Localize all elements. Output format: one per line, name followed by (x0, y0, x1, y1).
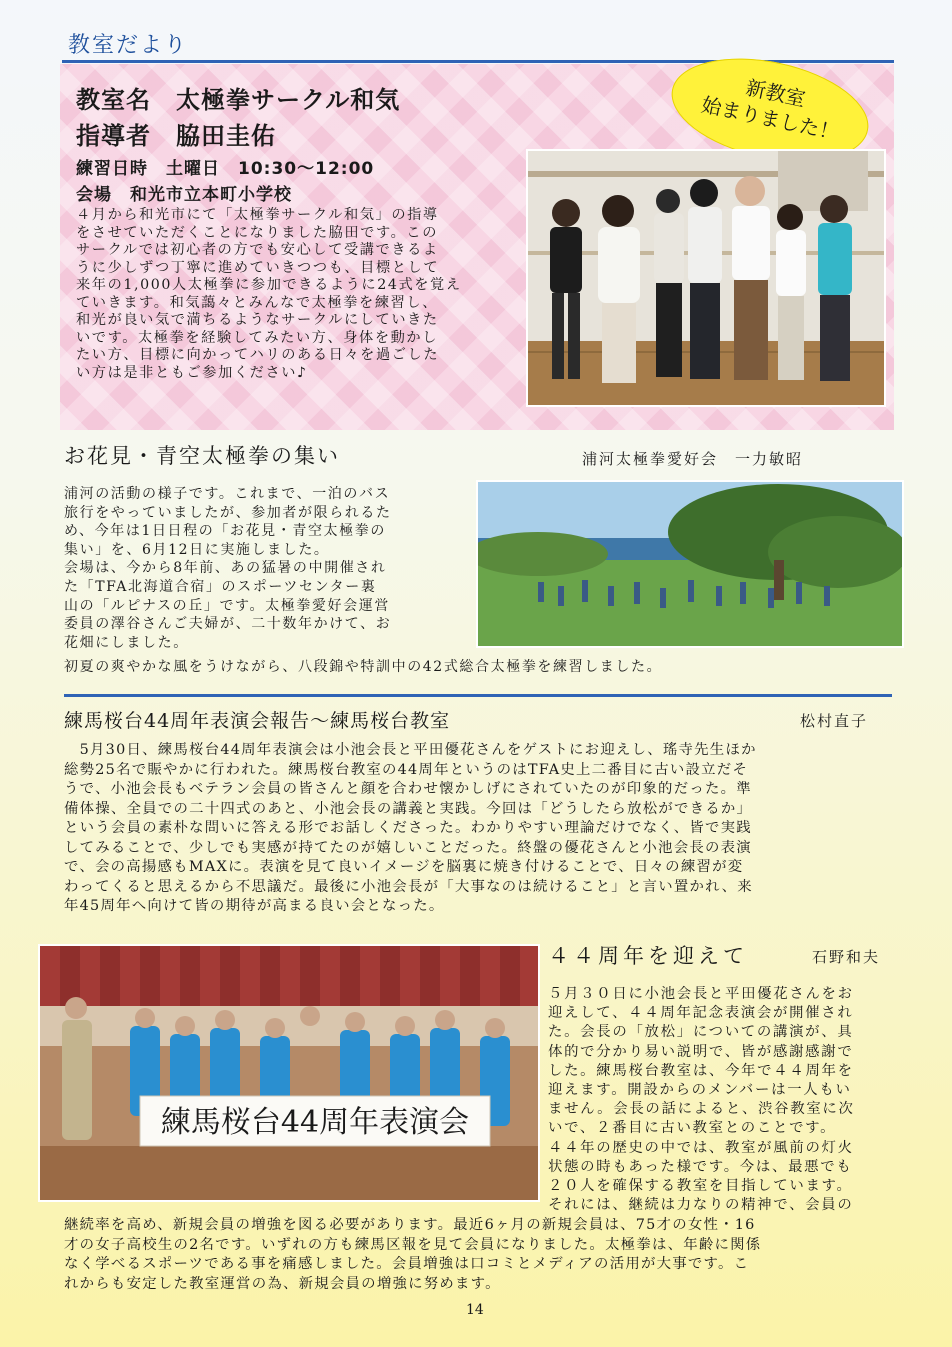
page-number: 14 (466, 1302, 484, 1318)
anniversary-banner-text: 練馬桜台44周年表演会 (160, 1105, 470, 1140)
new-classroom-badge-text: 新教室 始まりました！ (699, 75, 842, 146)
anniversary-body: ５月３０日に小池会長と平田優花さんをお 迎えして、４４周年記念表演会が開催され た。会長の「放松」についての講演が、具 体的で分かり易い説明で、皆が感謝感謝で した。練馬桜台教室は、今年で４４周年を 迎えます。開設からのメンバーは一人もい ません。会長の話によると、渋谷教室に次 いで、２番目に古い教室とのことです。 ４４年の歴史の中では、教室が風前の灯火 状態の時もあった様です。今は、最悪でも ２０人を確保する教室を目指しています。 それには、継続は力なりの精神で、会員の (548, 986, 855, 1214)
anniversary-body-continued: 継続率を高め、新規会員の増強を図る必要があります。最近6ヶ月の新規会員は、75才の女性・16 才の女子高校生の2名です。いずれの方も練馬区報を見て会員になりました。太極拳は、年齢に関係 なく学べるスポーツである事を痛感しました。会員増強は口コミとメディアの活用が大事です。こ れからも安定した教室運営の為、新規会員の増強に努めます。 (64, 1217, 762, 1292)
hanami-author: 浦河太極拳愛好会 一力敏昭 (582, 450, 804, 468)
anniversary-section-title: ４４周年を迎えて (548, 944, 748, 968)
hanami-body: 浦河の活動の様子です。これまで、一泊のバス 旅行をやっていましたが、参加者が限られるた め、今年は1日日程の「お花見・青空太極拳の 集い」を、6月12日に実施しました。 会場は、今から8年前、あの猛暑の中開催され た「TFA北海道合宿」のスポーツセンター裏 山の「ルピナスの丘」です。太極拳愛好会運営 委員の澤谷さんご夫婦が、二十数年かけて、お 花畑にしました。 (64, 486, 392, 651)
classroom-name: 教室名 太極拳サークル和気 (76, 86, 401, 114)
section-divider (64, 694, 892, 697)
page-section-title: 教室だより (68, 33, 189, 58)
anniversary-group-photo (38, 944, 540, 1202)
instructor-name: 指導者 脇田圭佑 (76, 122, 276, 150)
outdoor-practice-photo (476, 480, 904, 648)
hanami-section-title: お花見・青空太極拳の集い (64, 444, 340, 468)
anniversary-group-photo-drawing (40, 946, 538, 1200)
anniversary-author: 石野和夫 (812, 948, 881, 966)
nerima-section-title: 練馬桜台44周年表演会報告～練馬桜台教室 (64, 710, 451, 732)
practice-venue: 会場 和光市立本町小学校 (76, 185, 292, 205)
practice-schedule: 練習日時 土曜日 10:30～12:00 (76, 159, 375, 179)
nerima-author: 松村直子 (800, 712, 869, 730)
outdoor-practice-photo-drawing (478, 482, 902, 646)
classroom-group-photo (526, 149, 886, 407)
nerima-body: 5月30日、練馬桜台44周年表演会は小池会長と平田優花さんをゲストにお迎えし、瑤寺先生ほか 総勢25名で賑やかに行われた。練馬桜台教室の44周年というのはTFA史上二番目に古い設立だそ うで、小池会長もベテラン会員の皆さんと顔を合わせ懐かしげにされていたのが印象的だった。準 備体操、全員での二十四式のあと、小池会長の講義と実践。今回は「どうしたら放松ができるか」 という会員の素朴な問いに答える形でお話しくださった。わかりやすい理論だけでなく、皆で実践 してみることで、少しでも実感が持てたのが嬉しいことだった。終盤の優花さんと小池会長の表演 で、会の高揚感もMAXに。表演を見て良いイメージを脳裏に焼き付けることで、日々の練習が変 わってくると思えるから不思議だ。最後に小池会長が「大事なのは続けること」と言い置かれ、来 年45周年へ向けて皆の期待が高まる良い会となった。 (64, 742, 757, 914)
hanami-body-last-line: 初夏の爽やかな風をうけながら、八段錦や特訓中の42式総合太極拳を練習しました。 (64, 659, 663, 675)
classroom-group-photo-drawing (528, 151, 884, 405)
classroom-description: ４月から和光市にて「太極拳サークル和気」の指導 をさせていただくことになりました脇田です。この サークルでは初心者の方でも安心して受講できるよ うに少しずつ丁寧に進めていきつつも、目標として 来年の1,000人太極拳に参加できるように24式を覚え ていきます。和気藹々とみんなで太極拳を練習し、 和光が良い気で満ちるようなサークルにしていきた いです。太極拳を経験してみたい方、身体を動かし たい方、目標に向かってハリのある日々を過ごした い方は是非ともご参加ください♪ (76, 207, 462, 381)
